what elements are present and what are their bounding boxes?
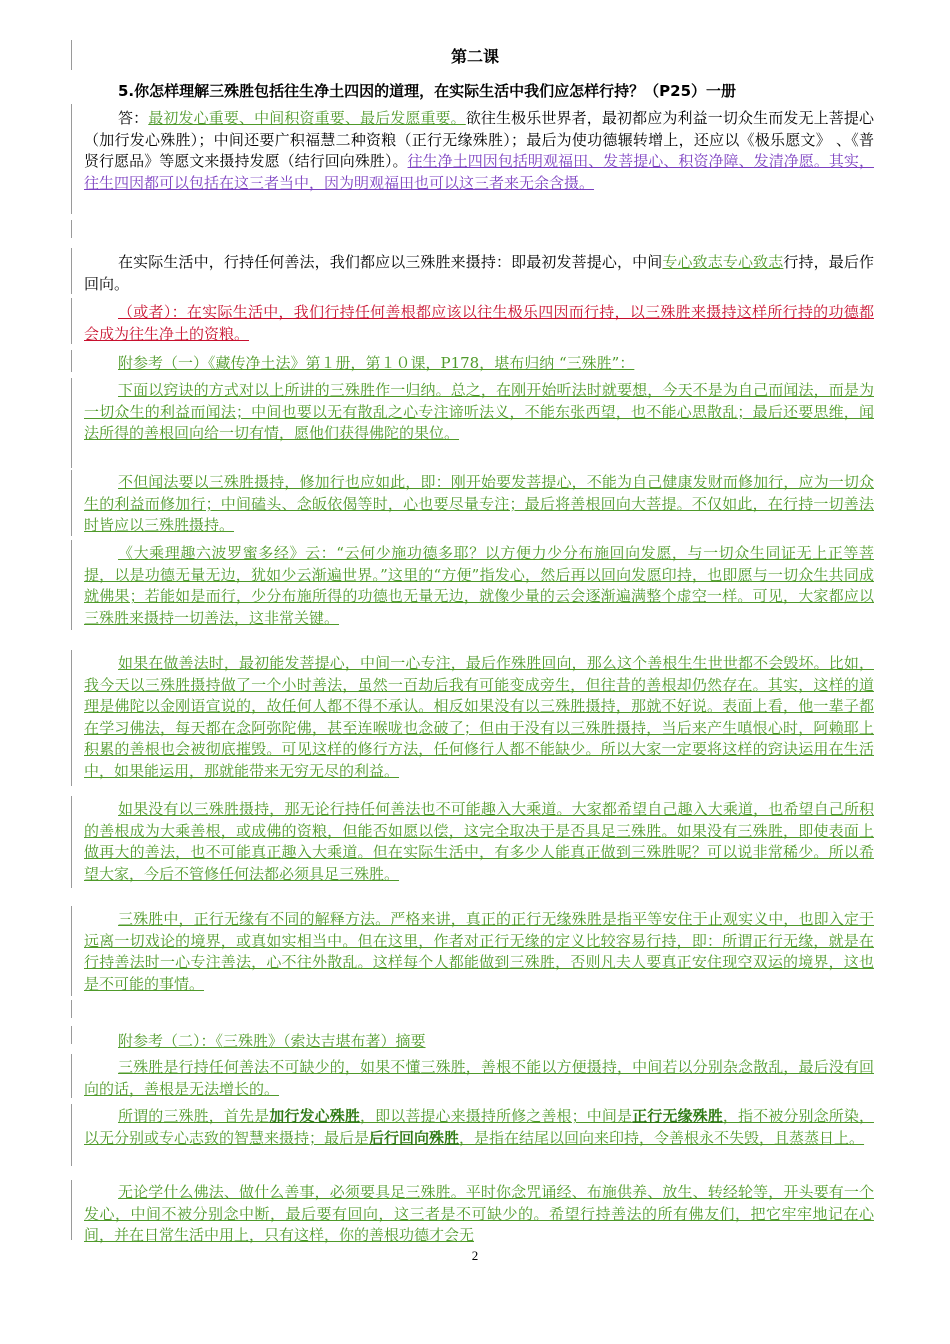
change-bar [71, 378, 72, 468]
change-bar [71, 470, 72, 536]
term-preparation: 加行发心殊胜 [269, 1107, 360, 1125]
alternative-text: （或者）：在实际生活中，我们行持任何善根都应该以往生极乐四因而行持，以三殊胜来摄持这样所行持的功德都会成为往生净土的资粮。 [84, 303, 874, 343]
ref1-text-6: 三殊胜中，正行无缘有不同的解释方法。严格来讲，真正的正行无缘殊胜是指平等安住于止观实义中，也即入定于远离一切戏论的境界，或真如实相当中。但在这里，作者对正行无缘的定义比较容易行持，即：所谓正行无缘，就是在行持善法时一心专注善法，心不往外散乱。这样每个人都能做到三殊胜，否则凡夫人要真正安住现空双运的境界，这也是不可能的事情。 [84, 910, 874, 993]
ref2-paragraph-3 [84, 1182, 874, 1247]
ref2-p2-b: ，即以菩提心来摄持所修之善根；中间是 [359, 1107, 633, 1125]
term-dedication: 后行回向殊胜 [369, 1128, 460, 1147]
change-bar [71, 1054, 72, 1098]
change-bar [71, 540, 72, 630]
ref1-text-1: 下面以窍诀的方式对以上所讲的三殊胜作一归纳。总之，在刚开始听法时就要想，今天不是为自己而闻法，而是为一切众生的利益而闻法；中间也要以无有散乱之心专注谛听法义，不能东张西望，也不能心思散乱；最后还要思维，闻法所得的善根回向给一切有情，愿他们获得佛陀的果位。 [84, 381, 874, 442]
change-bar [71, 1000, 72, 1018]
change-bar [71, 1104, 72, 1166]
ref2-p2-d: ，是指在结尾以回向来印持，令善根永不失毁，且蒸蒸日上。 [459, 1128, 865, 1147]
ref2-p2-a: 所谓的三殊胜，首先是 [118, 1107, 270, 1125]
ref1-paragraph-5 [84, 799, 874, 885]
ref1-paragraph-4 [84, 653, 874, 782]
change-bar [71, 650, 72, 786]
ref2-p2-c: ，指不被分别念所染，以无分别或专心志致的智慧来摄持；最后是 [84, 1107, 874, 1147]
answer-prefix: 答： [118, 109, 149, 127]
ref1-text-3: 《大乘理趣六波罗蜜多经》云：“云何少施功德多耶？以方便力少分布施回向发愿，与一切众生同证无上正等菩提，以是功德无量无边，犹如少云渐遍世界。”这里的“方便”指发心，然后再以回向发愿印持，也即愿与一切众生共同成就佛果；若能如是而行，少分布施所得的功德也无量无边，就像少量的云会逐渐遍满整个虚空一样。可见，大家都应以三殊胜来摄持一切善法，这非常关键。 [84, 544, 874, 627]
practice-start: 在实际生活中，行持任何善法，我们都应以三殊胜来摄持：即最初发菩提心，中间 [118, 253, 663, 271]
ref1-text-5: 如果没有以三殊胜摄持，那无论行持任何善法也不可能趣入大乘道。大家都希望自己趣入大乘道，也希望自己所积的善根成为大乘善根，或成佛的资粮，但能否如愿以偿，这完全取决于是否具足三殊胜。如果没有三殊胜，即使表面上做再大的善法，也不可能真正趣入大乘道。但在实际生活中，有多少人能真正做到三殊胜呢？可以说非常稀少。所以希望大家，今后不管修任何法都必须具足三殊胜。 [84, 800, 874, 883]
lesson-title: 第二课 [450, 47, 499, 66]
practice-paragraph [84, 252, 874, 295]
ref2-paragraph-2 [84, 1106, 874, 1149]
question-heading: 5.你怎样理解三殊胜包括往生净土四因的道理，在实际生活中我们应怎样行持？（P25）一册 [118, 82, 737, 100]
ref1-paragraph-1 [84, 380, 874, 445]
ref1-paragraph-6 [84, 909, 874, 995]
ref1-paragraph-2 [84, 472, 874, 537]
change-bar [71, 796, 72, 888]
change-bar [71, 350, 72, 372]
answer-body: 欲往生极乐世界者，最初都应为利益一切众生而发无上菩提心（加行发心殊胜）；中间还要广积福慧二种资粮（正行无缘殊胜）；最后为使功德辗转增上，还应以《极乐愿文》 、《普贤行愿品》等愿文来摄持发愿（结行回向殊胜）。 [84, 109, 874, 170]
change-bar [71, 248, 72, 294]
term-main-practice: 正行无缘殊胜 [632, 1107, 723, 1125]
change-bar [71, 104, 72, 214]
answer-purple-tail: 往生净土四因包括明观福田、发菩提心、积资净障、发清净愿。其实，往生四因都可以包括在这三者当中，因为明观福田也可以这三者来无余含摄。 [84, 152, 874, 192]
alternative-paragraph [84, 302, 874, 345]
change-bar [71, 220, 72, 238]
ref1-text-4: 如果在做善法时，最初能发菩提心，中间一心专注，最后作殊胜回向，那么这个善根生生世世都不会毁坏。比如，我今天以三殊胜摄持做了一个小时善法，虽然一百劫后我有可能变成旁生，但往昔的善根却仍然存在。其实，这样的道理是佛陀以金刚语宣说的，故任何人都不得不承认。相反如果没有以三殊胜摄持，那就不好说。表面上看，他一辈子都在学习佛法，每天都在念阿弥陀佛，甚至连喉咙也念破了；但由于没有以三殊胜摄持，当后来产生嗔恨心时，阿赖耶上积累的善根也会被彻底摧毁。可见这样的修行方法，任何修行人都不能缺少。所以大家一定要将这样的窍诀运用在生活中，如果能运用，那就能带来无穷无尽的利益。 [84, 654, 874, 780]
ref2-text-1: 三殊胜是行持任何善法不可缺少的，如果不懂三殊胜，善根不能以方便摄持，中间若以分别杂念散乱，最后没有回向的话，善根是无法增长的。 [84, 1058, 874, 1098]
change-bar [71, 298, 72, 344]
ref1-paragraph-3 [84, 543, 874, 629]
ref1-text-2: 不但闻法要以三殊胜摄持，修加行也应如此，即：刚开始要发菩提心，不能为自己健康发财而修加行，应为一切众生的利益而修加行；中间磕头、念皈依偈等时，心也要尽量专注；最后将善根回向大菩提。不仅如此，在行持一切善法时皆应以三殊胜摄持。 [84, 473, 874, 534]
change-bar [71, 1026, 72, 1044]
practice-green-mid: 专心致志专心致志 [662, 253, 784, 271]
reference-one-heading: 附参考（一）《藏传净土法》第１册，第１０课，P178，堪布归纳 “三殊胜”： [118, 354, 635, 372]
change-bar [71, 1180, 72, 1240]
change-bar [71, 906, 72, 996]
reference-two-heading: 附参考（二）：《三殊胜》（索达吉堪布著）摘要 [118, 1032, 426, 1050]
answer-green-intro: 最初发心重要、中间积资重要、最后发愿重要。 [148, 109, 466, 127]
page-number: 2 [471, 1248, 479, 1263]
answer-paragraph [84, 108, 874, 194]
practice-end: 行持，最后作回向。 [84, 253, 874, 293]
ref2-text-3: 无论学什么佛法、做什么善事，必须要具足三殊胜。平时你念咒诵经、布施供养、放生、转经轮等，开头要有一个发心，中间不被分别念中断，最后要有回向，这三者是不可缺少的。希望行持善法的所有佛友们，把它牢牢地记在心间，并在日常生活中用上，只有这样，你的善根功德才会无 [84, 1183, 874, 1244]
ref2-paragraph-1 [84, 1057, 874, 1100]
